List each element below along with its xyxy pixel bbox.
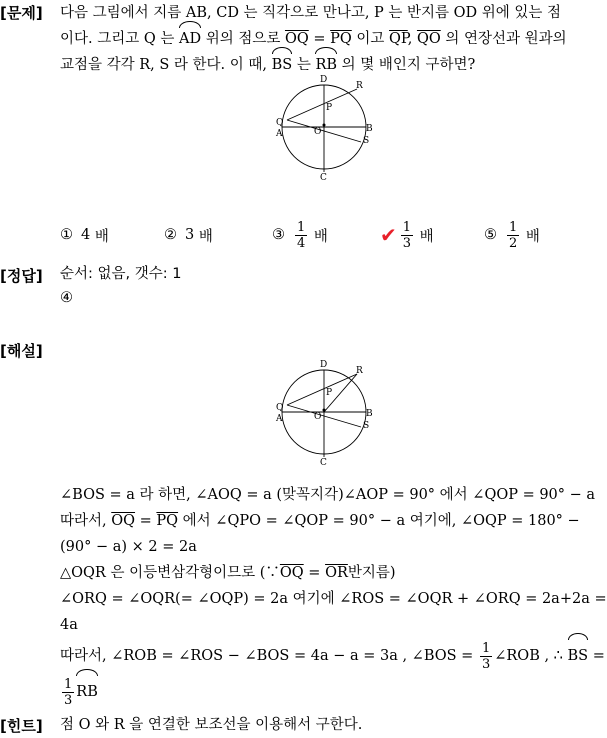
label-s: S bbox=[363, 421, 370, 431]
solution-label: [해설] bbox=[0, 342, 43, 360]
check-icon: ✔ bbox=[380, 223, 397, 247]
solution-line-7: 따라서, ∠ROB = ∠ROS − ∠BOS = 4a − a = 3a , ∠BOS = $\frac{1}{3}$ ∠ROB , ∴ BS = bbox=[60, 638, 590, 674]
problem-line-3: 교점을 각각 R, S 라 한다. 이 때, BS 는 RB 의 몇 배인지 구하면? bbox=[60, 52, 590, 78]
label-c: C bbox=[320, 173, 327, 183]
solution-line-1: ∠BOS = a 라 하면, ∠AOQ = a (맞꼭지각)∠AOP = 90° 에서 ∠QOP = 90° − a bbox=[60, 487, 596, 503]
label-o: O bbox=[314, 127, 322, 137]
solution-line-5: ∠ORQ = ∠OQR(= ∠OQP) = 2a 여기에 ∠ROS = ∠OQR + ∠ORQ = 2a+2a = bbox=[60, 591, 607, 607]
label-b: B bbox=[366, 409, 373, 419]
label-r: R bbox=[356, 366, 363, 376]
solution-line-3: (90° − a) × 2 = 2a bbox=[60, 539, 197, 555]
hint-text: 점 O 와 R 을 연결한 보조선을 이용해서 구한다. bbox=[60, 717, 363, 733]
answer-line-2: ④ bbox=[60, 290, 73, 306]
label-d: D bbox=[320, 75, 328, 85]
problem-text bbox=[60, 0, 590, 78]
choice-3[interactable]: ③ $\frac{1}{4}$ 배 bbox=[272, 219, 328, 251]
hint-label: [힌트] bbox=[0, 717, 43, 735]
label-a: A bbox=[276, 129, 283, 139]
solution-line-2: 따라서, $\overline{OQ} = \overline{PQ}$ 에서 ∠QPO = ∠QOP = 90° − a 여기에, ∠OQP = 180° − bbox=[60, 513, 580, 529]
label-r: R bbox=[356, 81, 363, 91]
label-b: B bbox=[366, 124, 373, 134]
label-d: D bbox=[320, 360, 328, 370]
problem-label: [문제] bbox=[0, 4, 43, 22]
arc-ad: AD bbox=[179, 26, 201, 52]
answer-label: [정답] bbox=[0, 267, 43, 285]
label-p: P bbox=[326, 388, 333, 398]
arc-bs: BS bbox=[272, 52, 293, 78]
arc-rb: RB bbox=[315, 52, 337, 78]
choice-1[interactable]: ① 4 배 bbox=[60, 227, 109, 245]
problem-line-1: 다음 그림에서 지름 AB, CD 는 직각으로 만나고, P 는 반지름 OD 위에 있는 점 bbox=[60, 5, 562, 21]
solution-text bbox=[60, 482, 607, 710]
solution-line-8: $\frac{1}{3}$ RB bbox=[60, 674, 590, 710]
answer-line-1: 순서: 없음, 갯수: 1 bbox=[60, 266, 182, 282]
choice-5[interactable]: ⑤ $\frac{1}{2}$ 배 bbox=[484, 219, 540, 251]
label-p: P bbox=[326, 103, 333, 113]
label-q: Q bbox=[276, 118, 284, 128]
problem-figure bbox=[268, 75, 378, 183]
arc-bs-solution: BS bbox=[568, 638, 589, 674]
label-c: C bbox=[320, 458, 327, 468]
choice-4[interactable]: ✔ $\frac{1}{3}$ 배 bbox=[380, 219, 434, 251]
label-q: Q bbox=[276, 403, 284, 413]
label-o: O bbox=[314, 412, 322, 422]
arc-rb-solution: RB bbox=[76, 674, 98, 710]
solution-figure bbox=[268, 357, 378, 467]
label-a: A bbox=[276, 414, 283, 424]
label-s: S bbox=[363, 136, 370, 146]
solution-line-4: △OQR 은 이등변삼각형이므로 ($\because\overline{OQ} = \overline{OR}$반지름) bbox=[60, 565, 396, 581]
problem-line-2: 이다. 그리고 Q 는 AD 위의 점으로 $\overline{OQ} = \overline{PQ}$ 이고 $\overline{QP}$, $\overline{QO}$ 의 연장선과 원과의 bbox=[60, 26, 590, 52]
answer-text bbox=[60, 262, 181, 310]
solution-line-6: 4a bbox=[60, 617, 78, 633]
choice-2[interactable]: ② 3 배 bbox=[164, 227, 213, 245]
choices bbox=[60, 210, 590, 260]
